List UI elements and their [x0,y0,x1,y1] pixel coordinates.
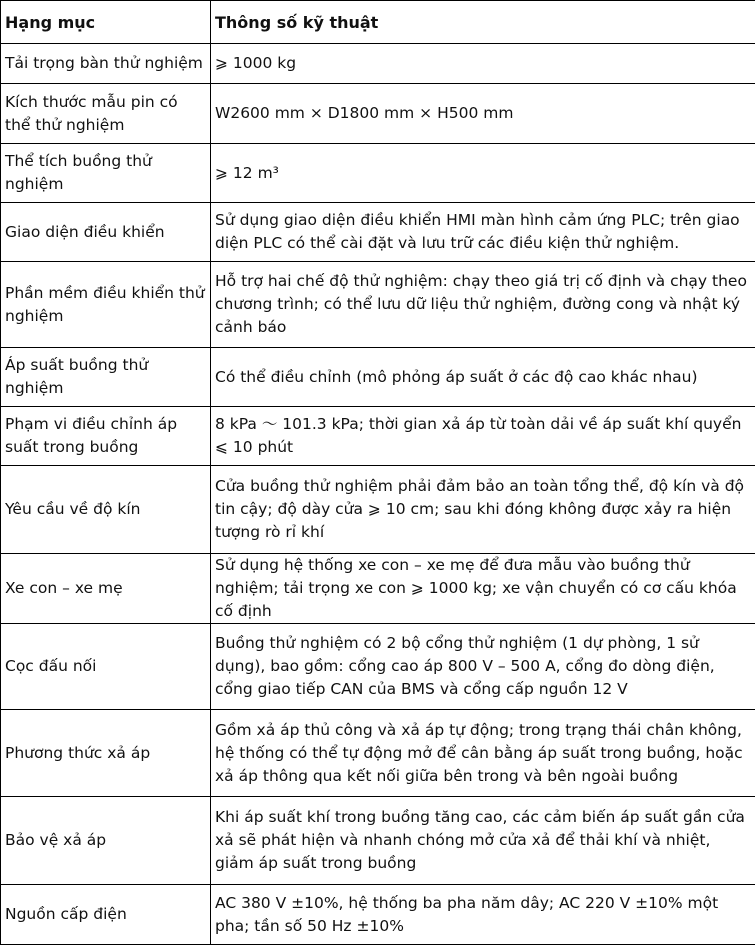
table-row [1,466,755,554]
row-spec: 8 kPa ～ 101.3 kPa; thời gian xả áp từ toàn dải về áp suất khí quyển ⩽ 10 phút [211,407,755,466]
table-row [1,554,755,624]
row-spec: Có thể điều chỉnh (mô phỏng áp suất ở các độ cao khác nhau) [211,348,755,407]
row-spec: AC 380 V ±10%, hệ thống ba pha năm dây; AC 220 V ±10% một pha; tần số 50 Hz ±10% [211,885,755,945]
table-row [1,144,755,203]
header-spec: Thông số kỹ thuật [211,1,755,44]
row-item: Xe con – xe mẹ [1,554,211,624]
table-row [1,44,755,84]
row-spec: Sử dụng hệ thống xe con – xe mẹ để đưa mẫu vào buồng thử nghiệm; tải trọng xe con ⩾ 1000 kg; xe vận chuyển có cơ cấu khóa cố định [211,554,755,624]
header-item: Hạng mục [1,1,211,44]
row-item: Giao diện điều khiển [1,203,211,262]
table-row [1,797,755,885]
row-item: Phạm vi điều chỉnh áp suất trong buồng [1,407,211,466]
table-row [1,84,755,144]
row-item: Phần mềm điều khiển thử nghiệm [1,262,211,348]
row-item: Áp suất buồng thử nghiệm [1,348,211,407]
table-row [1,710,755,797]
row-item: Thể tích buồng thử nghiệm [1,144,211,203]
table-row [1,407,755,466]
row-spec: ⩾ 12 m³ [211,144,755,203]
row-spec: Sử dụng giao diện điều khiển HMI màn hình cảm ứng PLC; trên giao diện PLC có thể cài đặt và lưu trữ các điều kiện thử nghiệm. [211,203,755,262]
table-row [1,203,755,262]
row-spec: Gồm xả áp thủ công và xả áp tự động; trong trạng thái chân không, hệ thống có thể tự động mở để cân bằng áp suất trong buồng, hoặc xả áp thông qua kết nối giữa bên trong và bên ngoài buồng [211,710,755,797]
row-item: Phương thức xả áp [1,710,211,797]
row-item: Kích thước mẫu pin có thể thử nghiệm [1,84,211,144]
table-row [1,348,755,407]
row-item: Bảo vệ xả áp [1,797,211,885]
row-spec: ⩾ 1000 kg [211,44,755,84]
row-spec: Buồng thử nghiệm có 2 bộ cổng thử nghiệm (1 dự phòng, 1 sử dụng), bao gồm: cổng cao áp 800 V – 500 A, cổng đo dòng điện, cổng giao tiếp CAN của BMS và cổng cấp nguồn 12 V [211,624,755,710]
row-spec: Hỗ trợ hai chế độ thử nghiệm: chạy theo giá trị cố định và chạy theo chương trình; có thể lưu dữ liệu thử nghiệm, đường cong và nhật ký cảnh báo [211,262,755,348]
table-row [1,262,755,348]
row-item: Cọc đấu nối [1,624,211,710]
table-header-row [1,1,755,44]
row-spec: W2600 mm × D1800 mm × H500 mm [211,84,755,144]
row-item: Nguồn cấp điện [1,885,211,945]
table-row [1,885,755,945]
row-spec: Cửa buồng thử nghiệm phải đảm bảo an toàn tổng thể, độ kín và độ tin cậy; độ dày cửa ⩾ 10 cm; sau khi đóng không được xảy ra hiện tượng rò rỉ khí [211,466,755,554]
table-row [1,624,755,710]
row-item: Tải trọng bàn thử nghiệm [1,44,211,84]
row-item: Yêu cầu về độ kín [1,466,211,554]
row-spec: Khi áp suất khí trong buồng tăng cao, các cảm biến áp suất gần cửa xả sẽ phát hiện và nhanh chóng mở cửa xả để thải khí và nhiệt, giảm áp suất trong buồng [211,797,755,885]
